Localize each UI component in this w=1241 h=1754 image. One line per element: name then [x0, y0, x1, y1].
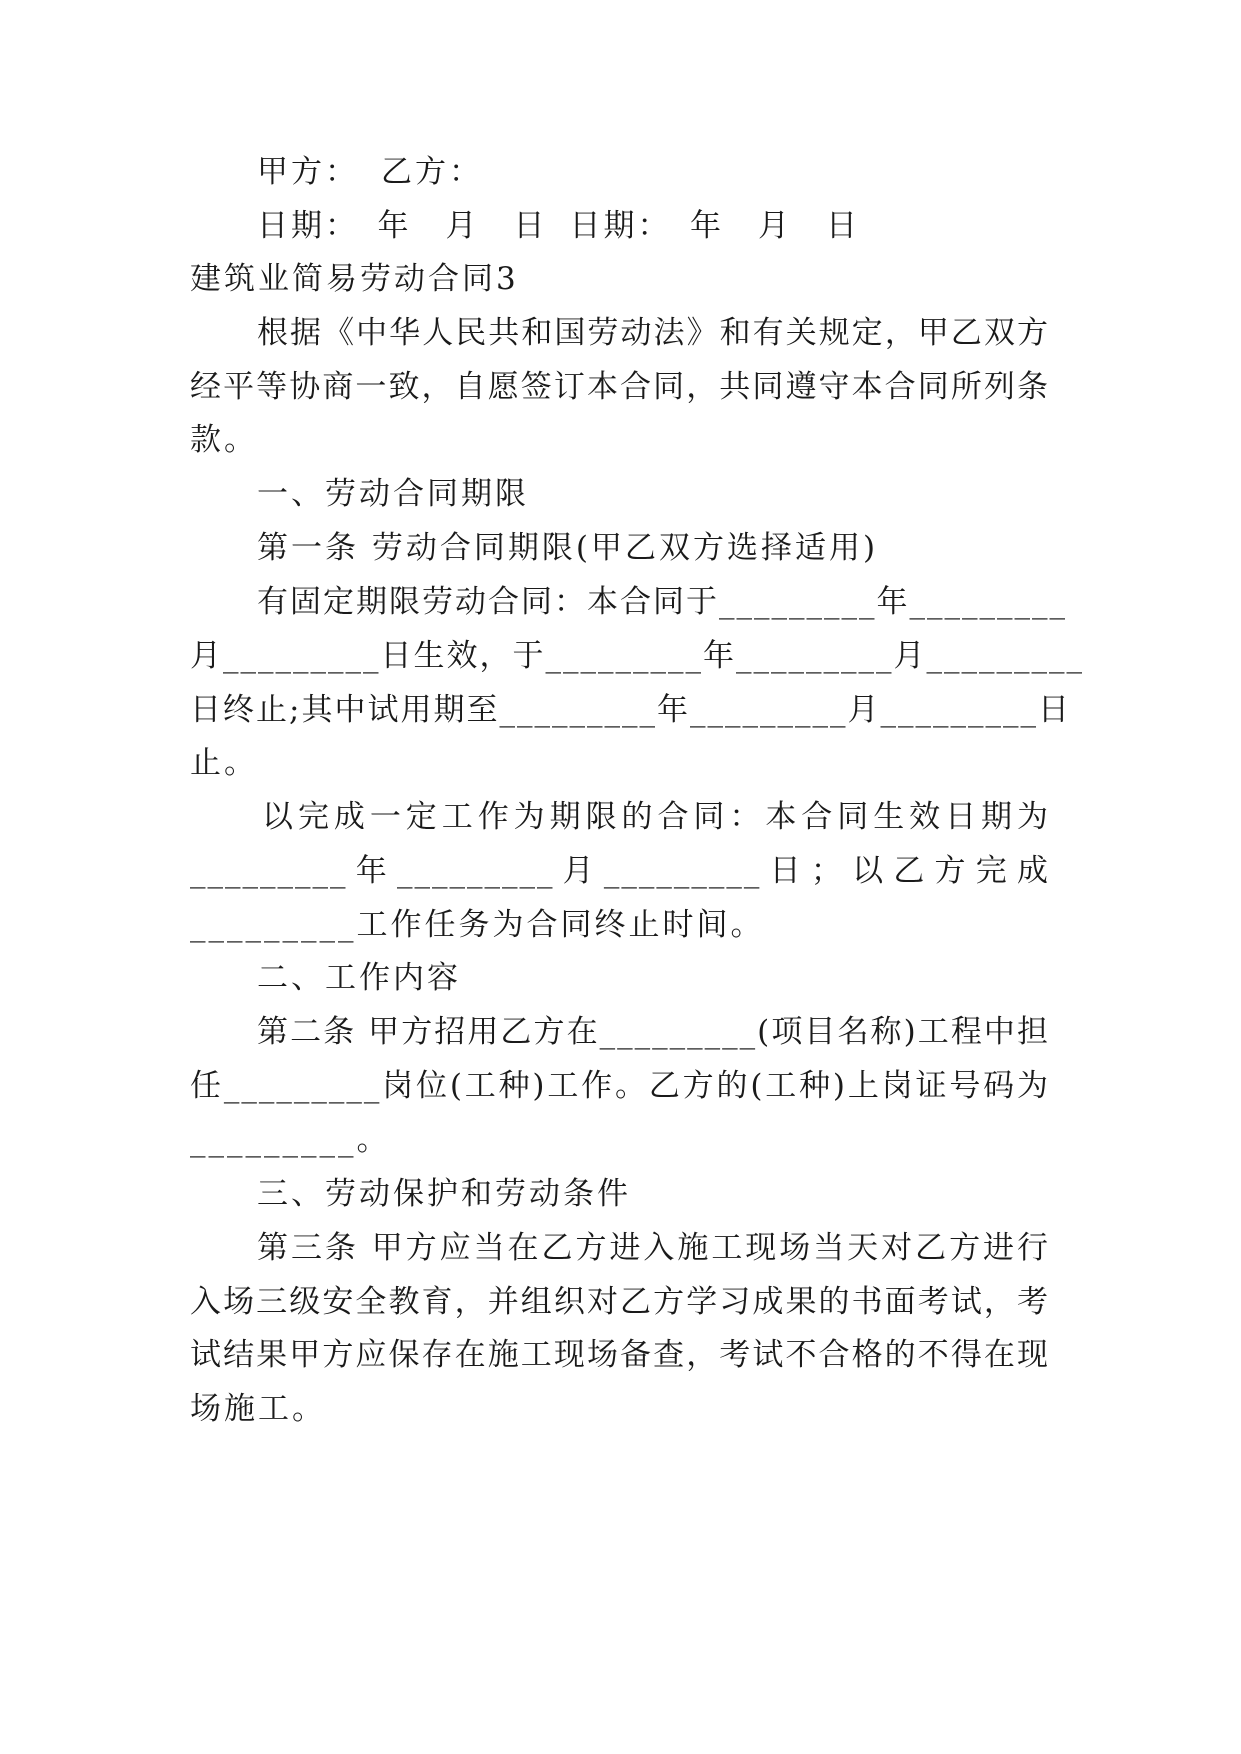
section-3-heading: 三、劳动保护和劳动条件 — [257, 1176, 631, 1212]
intro-line-2: 经平等协商一致，自愿签订本合同，共同遵守本合同所列条 — [190, 369, 1050, 405]
article-3-line-1: 第三条 甲方应当在乙方进入施工现场当天对乙方进行 — [257, 1230, 1050, 1266]
intro-line-1: 根据《中华人民共和国劳动法》和有关规定，甲乙双方 — [257, 315, 1050, 351]
fixed-term-line-1: 有固定期限劳动合同：本合同于_________年_________ — [257, 584, 1067, 620]
section-1-heading: 一、劳动合同期限 — [257, 476, 529, 512]
signature-dates-line — [257, 206, 1050, 246]
task-term-line-2: _________年_________月_________日；以乙方完成 — [190, 853, 1050, 889]
fixed-term-line-4: 止。 — [190, 745, 258, 781]
signature-parties-line — [257, 152, 1050, 192]
article-2-line-2: 任_________岗位(工种)工作。乙方的(工种)上岗证号码为 — [190, 1068, 1050, 1104]
article-2-line-1: 第二条 甲方招用乙方在_________(项目名称)工程中担 — [257, 1014, 1050, 1050]
date-a-label: 日期： 年 月 日 — [257, 208, 548, 244]
party-b-label: 乙方： — [381, 154, 483, 190]
document-title: 建筑业简易劳动合同3 — [190, 261, 519, 297]
article-3-line-3: 试结果甲方应保存在施工现场备查，考试不合格的不得在现 — [190, 1337, 1050, 1373]
task-term-line-3: _________工作任务为合同终止时间。 — [190, 907, 765, 943]
article-1-title: 第一条 劳动合同期限(甲乙双方选择适用) — [257, 530, 879, 566]
section-2-heading: 二、工作内容 — [257, 960, 461, 996]
article-2-line-3: _________。 — [190, 1122, 391, 1158]
fixed-term-line-2: 月_________日生效，于_________年_________月_________ — [190, 638, 1084, 674]
intro-line-3: 款。 — [190, 422, 258, 458]
task-term-line-1: 以完成一定工作为期限的合同：本合同生效日期为 — [262, 799, 1050, 835]
article-3-line-4: 场施工。 — [190, 1391, 326, 1427]
date-b-label: 日期： 年 月 日 — [569, 208, 860, 244]
party-a-label: 甲方： — [257, 154, 359, 190]
fixed-term-line-3: 日终止;其中试用期至_________年_________月_________日 — [190, 692, 1071, 728]
article-3-line-2: 入场三级安全教育，并组织对乙方学习成果的书面考试，考 — [190, 1284, 1050, 1320]
